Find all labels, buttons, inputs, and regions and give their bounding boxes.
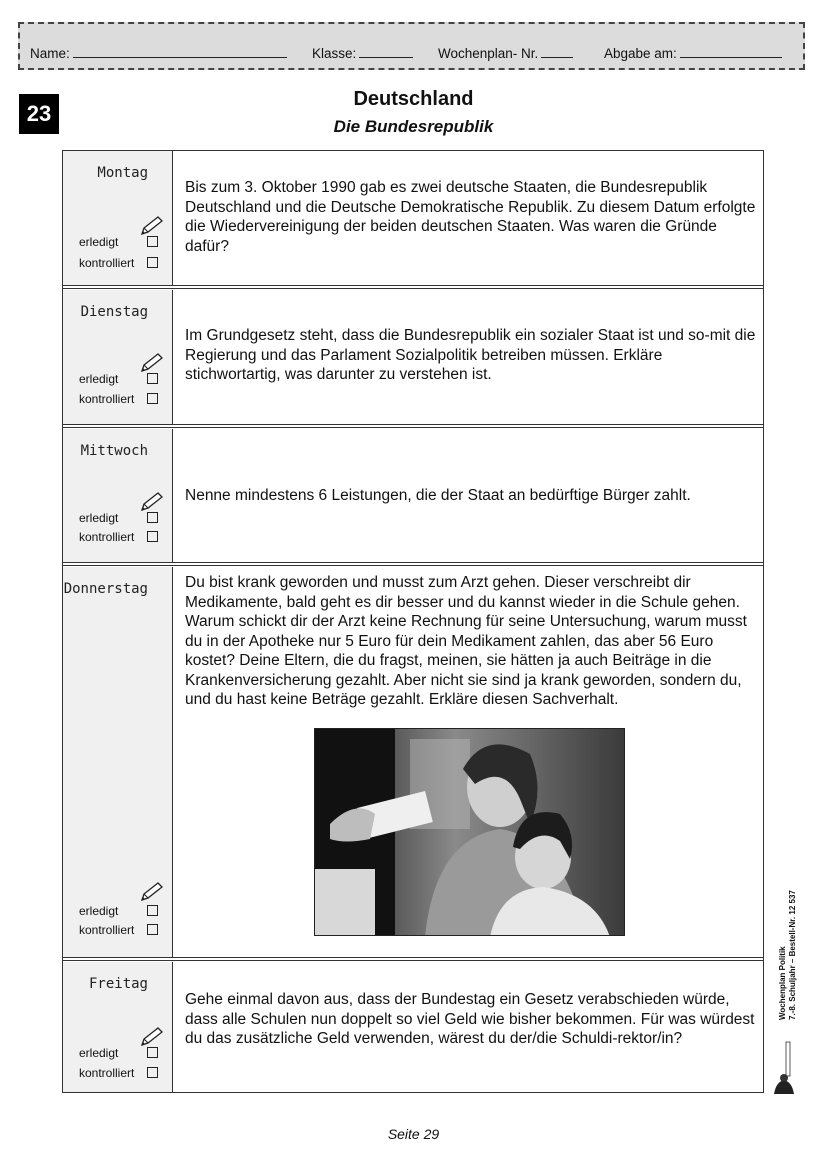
task-text: Bis zum 3. Oktober 1990 gab es zwei deutsche Staaten, die Bundesrepublik Deutschland und die Deutsche Demokratische Republik. Zu diesem Datum erfolgte die Wiedervereinigung der beiden deutschen Staaten. Was waren die Gründe dafür? <box>185 179 756 255</box>
checkbox-icon[interactable] <box>147 393 158 404</box>
side-note-line1: Wochenplan Politik <box>778 946 787 1020</box>
pencil-icon <box>139 1026 165 1048</box>
header-form <box>18 22 805 70</box>
checked-checkbox-row[interactable] <box>79 530 158 544</box>
day-cell <box>63 151 173 285</box>
side-publisher-note <box>778 890 798 1020</box>
checkbox-icon[interactable] <box>147 512 158 523</box>
pencil-icon <box>139 491 165 513</box>
checkbox-icon[interactable] <box>147 373 158 384</box>
day-cell <box>63 962 173 1092</box>
day-row-mittwoch <box>63 424 763 562</box>
class-field[interactable] <box>312 45 413 61</box>
day-name: Donnerstag <box>63 581 148 597</box>
checked-checkbox-row[interactable] <box>79 923 158 937</box>
done-label: erledigt <box>79 372 119 386</box>
name-field[interactable] <box>30 45 287 61</box>
worksheet-number-badge: 23 <box>19 94 59 134</box>
publisher-logo-icon <box>772 1040 796 1094</box>
checked-label: kontrolliert <box>79 256 135 270</box>
day-name: Mittwoch <box>80 443 148 459</box>
day-cell <box>63 567 173 957</box>
done-checkbox-row[interactable] <box>79 372 158 386</box>
checkbox-icon[interactable] <box>147 924 158 935</box>
page-subtitle: Die Bundesrepublik <box>333 117 494 136</box>
checked-label: kontrolliert <box>79 923 135 937</box>
day-name: Freitag <box>88 976 148 992</box>
day-row-freitag <box>63 957 763 1092</box>
day-cell <box>63 290 173 424</box>
done-checkbox-row[interactable] <box>79 511 158 525</box>
day-row-dienstag <box>63 285 763 424</box>
checked-checkbox-row[interactable] <box>79 256 158 270</box>
checkbox-icon[interactable] <box>147 1067 158 1078</box>
plan-number-label: Wochenplan- Nr. <box>438 46 539 61</box>
task-text: Nenne mindestens 6 Leistungen, die der Staat an bedürftige Bürger zahlt. <box>185 487 691 504</box>
checked-checkbox-row[interactable] <box>79 1066 158 1080</box>
pharmacy-photo <box>314 728 625 936</box>
task-text: Du bist krank geworden und musst zum Arzt gehen. Dieser verschreibt dir Medikamente, bald geht es dir besser und du kannst wieder in die Schule gehen. Warum schickt dir der Arzt keine Rechnung für seine Untersuchung, warum musst du in der Apotheke nur 5 Euro für dein Medikament zahlen, das aber 56 Euro kostet? Deine Eltern, die du fragst, meinen, sie hätten ja auch Beiträge in die Krankenversicherung gezahlt. Aber nicht sie sind ja krank geworden, sondern du, und du hast keine Beträge gezahlt. Erkläre diesen Sachverhalt. <box>185 574 747 708</box>
checked-label: kontrolliert <box>79 392 135 406</box>
done-label: erledigt <box>79 235 119 249</box>
pharmacy-photo-image <box>315 729 625 936</box>
checkbox-icon[interactable] <box>147 905 158 916</box>
day-row-donnerstag <box>63 562 763 957</box>
class-label: Klasse: <box>312 46 357 61</box>
weekly-plan-table <box>62 150 764 1093</box>
task-text: Gehe einmal davon aus, dass der Bundestag ein Gesetz verabschieden würde, dass alle Schulen nun doppelt so viel Geld wie bisher bekommen. Für was würdest du das zusätzliche Geld verwenden, wärest du der/die Schuldi-rektor/in? <box>185 991 755 1047</box>
checkbox-icon[interactable] <box>147 236 158 247</box>
done-checkbox-row[interactable] <box>79 235 158 249</box>
name-label: Name: <box>30 46 70 61</box>
done-label: erledigt <box>79 1046 119 1060</box>
pencil-icon <box>139 881 165 903</box>
day-cell <box>63 429 173 562</box>
day-name: Montag <box>97 165 148 181</box>
due-date-field[interactable] <box>604 45 782 61</box>
pencil-icon <box>139 215 165 237</box>
done-label: erledigt <box>79 511 119 525</box>
checkbox-icon[interactable] <box>147 1047 158 1058</box>
done-checkbox-row[interactable] <box>79 904 158 918</box>
pencil-icon <box>139 352 165 374</box>
due-date-label: Abgabe am: <box>604 46 677 61</box>
page-title: Deutschland <box>353 88 474 110</box>
done-label: erledigt <box>79 904 119 918</box>
done-checkbox-row[interactable] <box>79 1046 158 1060</box>
day-row-montag <box>63 151 763 285</box>
task-text: Im Grundgesetz steht, dass die Bundesrepublik ein sozialer Staat ist und so-mit die Regierung und das Parlament Sozialpolitik betreiben müssen. Erkläre stichwortartig, was darunter zu verstehen ist. <box>185 327 756 383</box>
checkbox-icon[interactable] <box>147 531 158 542</box>
checked-checkbox-row[interactable] <box>79 392 158 406</box>
side-note-line2: 7.-8. Schuljahr – Bestell-Nr. 12 537 <box>788 890 797 1020</box>
checked-label: kontrolliert <box>79 530 135 544</box>
plan-number-field[interactable] <box>438 45 573 61</box>
page-number: Seite 29 <box>387 1126 440 1142</box>
day-name: Dienstag <box>80 304 148 320</box>
checked-label: kontrolliert <box>79 1066 135 1080</box>
checkbox-icon[interactable] <box>147 257 158 268</box>
